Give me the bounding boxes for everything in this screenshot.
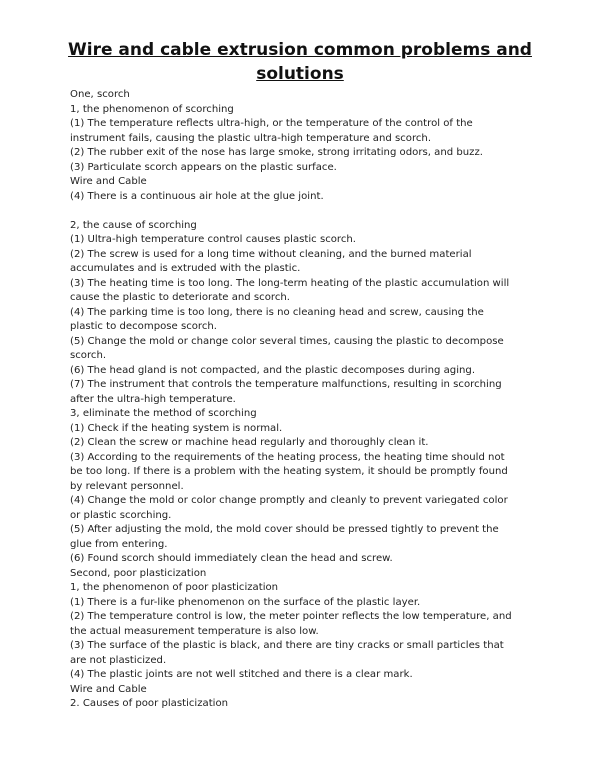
document-body — [70, 88, 530, 712]
text-line: (4) The plastic joints are not well stitched and there is a clear mark. — [70, 669, 413, 680]
text-line: (7) The instrument that controls the temperature malfunctions, resulting in scorching — [70, 379, 502, 390]
text-line: instrument fails, causing the plastic ultra-high temperature and scorch. — [70, 132, 432, 144]
text-line: 1, the phenomenon of poor plasticization — [70, 582, 279, 593]
text-line: accumulates and is extruded with the plastic. — [70, 263, 301, 274]
text-line: scorch. — [70, 350, 107, 361]
text-line: (2) The rubber exit of the nose has large smoke, strong irritating odors, and buzz. — [70, 147, 483, 158]
text-line: 3, eliminate the method of scorching — [70, 408, 257, 419]
text-line: after the ultra-high temperature. — [70, 393, 236, 405]
text-line: 2. Causes of poor plasticization — [70, 698, 229, 709]
text-line: plastic to decompose scorch. — [70, 321, 218, 332]
text-line: (4) Change the mold or color change promptly and cleanly to prevent variegated color — [70, 495, 508, 506]
text-line: (2) The temperature control is low, the meter pointer reflects the low temperature, and — [70, 611, 512, 622]
text-line: 1, the phenomenon of scorching — [70, 103, 234, 115]
text-line: the actual measurement temperature is also low. — [70, 625, 319, 637]
text-line: 2, the cause of scorching — [70, 219, 197, 231]
text-line: cause the plastic to deteriorate and scorch. — [70, 292, 290, 303]
text-line: (3) Particulate scorch appears on the plastic surface. — [70, 161, 337, 173]
text-line: are not plasticized. — [70, 654, 167, 666]
text-line: or plastic scorching. — [70, 509, 172, 521]
text-line: by relevant personnel. — [70, 480, 184, 492]
text-line: Wire and Cable — [70, 176, 147, 187]
text-line: (3) The heating time is too long. The long-term heating of the plastic accumulation will — [70, 277, 510, 289]
text-line: (6) Found scorch should immediately clean the head and screw. — [70, 553, 393, 564]
text-line: (1) The temperature reflects ultra-high, or the temperature of the control of the — [70, 118, 473, 129]
document-title — [60, 38, 540, 86]
text-line: (6) The head gland is not compacted, and the plastic decomposes during aging. — [70, 364, 476, 376]
text-line — [70, 204, 530, 219]
text-line: (5) After adjusting the mold, the mold cover should be pressed tightly to prevent the — [70, 524, 499, 535]
text-line: (4) The parking time is too long, there is no cleaning head and screw, causing the — [70, 306, 484, 318]
title-line-2: solutions — [256, 64, 344, 84]
text-line: (1) There is a fur-like phenomenon on the surface of the plastic layer. — [70, 596, 421, 608]
text-line: (2) The screw is used for a long time without cleaning, and the burned material — [70, 248, 472, 260]
title-line-1: Wire and cable extrusion common problems and — [68, 40, 532, 60]
text-line: (1) Check if the heating system is normal. — [70, 422, 283, 434]
text-line: Second, poor plasticization — [70, 567, 207, 579]
text-line: (1) Ultra-high temperature control causes plastic scorch. — [70, 234, 357, 245]
text-line: One, scorch — [70, 89, 130, 100]
text-line: (3) The surface of the plastic is black, and there are tiny cracks or small particles that — [70, 640, 504, 651]
text-line: (5) Change the mold or change color several times, causing the plastic to decompose — [70, 335, 504, 347]
text-line: (2) Clean the screw or machine head regularly and thoroughly clean it. — [70, 437, 429, 448]
text-line: Wire and Cable — [70, 683, 147, 695]
text-line: be too long. If there is a problem with the heating system, it should be promptly found — [70, 466, 508, 477]
text-line: (3) According to the requirements of the heating process, the heating time should not — [70, 451, 505, 463]
text-line: glue from entering. — [70, 538, 168, 550]
text-line: (4) There is a continuous air hole at the glue joint. — [70, 190, 324, 202]
